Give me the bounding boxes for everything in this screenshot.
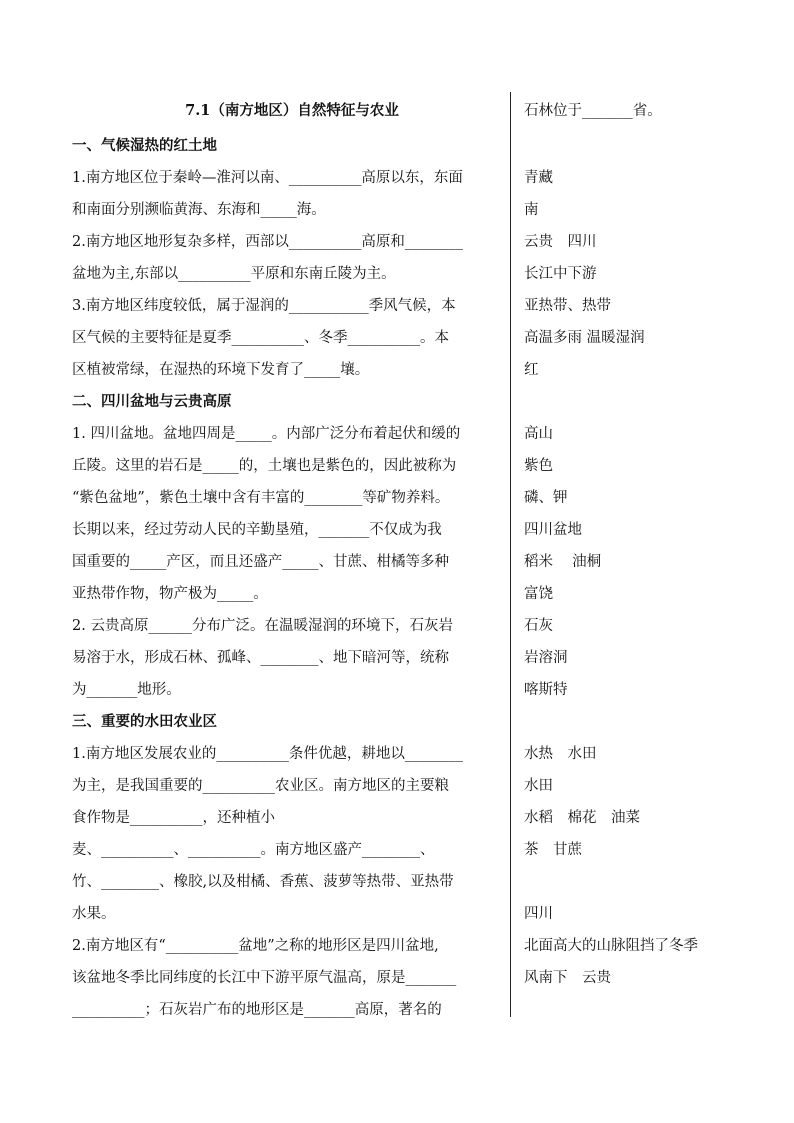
answer-line: 高山	[524, 426, 553, 442]
answer-line: 水热 水田	[524, 746, 597, 762]
answer-line: 富饶	[524, 586, 553, 602]
question-line: 国重要的_____产区，而且还盛产_____、甘蔗、柑橘等多种	[72, 554, 449, 570]
question-line: 区气候的主要特征是夏季__________、冬季__________。本	[72, 330, 449, 346]
question-line: 水果。	[72, 906, 116, 922]
question-line: 长期以来，经过劳动人民的辛勤垦殖，_______不仅成为我	[72, 522, 442, 538]
answer-line	[524, 130, 784, 162]
section-heading: 三、重要的水田农业区	[72, 713, 217, 730]
answer-line: 亚热带、热带	[524, 298, 611, 314]
question-line: 竹、________、橡胶,以及柑橘、香蕉、菠萝等热带、亚热带	[72, 874, 454, 890]
question-line: 麦、__________、__________。南方地区盛产________、	[72, 842, 435, 858]
answer-line: 紫色	[524, 458, 553, 474]
question-line: 为_______地形。	[72, 682, 181, 698]
question-line: 食作物是__________，还种植小	[72, 810, 275, 826]
question-line: “紫色盆地”，紫色土壤中含有丰富的________等矿物养料。	[72, 490, 450, 506]
question-line: 丘陵。这里的岩石是_____的，土壤也是紫色的，因此被称为	[72, 458, 457, 474]
question-column	[72, 92, 502, 1026]
question-line: 亚热带作物，物产极为_____。	[72, 586, 268, 602]
answer-line	[524, 386, 784, 418]
answer-line: 青藏	[524, 170, 553, 186]
answer-line: 风南下 云贵	[524, 970, 611, 986]
question-line: 盆地为主,东部以__________平原和东南丘陵为主。	[72, 266, 396, 282]
answer-line: 茶 甘蔗	[524, 842, 582, 858]
question-line: 区植被常绿，在湿热的环境下发育了_____壤。	[72, 362, 370, 378]
question-line: 3.南方地区纬度较低，属于湿润的___________季风气候，本	[72, 298, 456, 314]
answer-line: 南	[524, 202, 539, 218]
answer-line	[524, 866, 784, 898]
section-heading: 二、四川盆地与云贵高原	[72, 393, 232, 410]
question-line: 该盆地冬季比同纬度的长江中下游平原气温高，原是_______	[72, 970, 457, 986]
question-line: 和南面分别濒临黄海、东海和_____海。	[72, 202, 326, 218]
answer-line: 北面高大的山脉阻挡了冬季	[524, 938, 698, 954]
question-line: 为主，是我国重要的__________农业区。南方地区的主要粮	[72, 778, 449, 794]
question-line: 1.南方地区发展农业的__________条件优越，耕地以________	[72, 746, 463, 762]
question-lines	[72, 130, 502, 1026]
question-line: 易溶于水，形成石林、孤峰、________、地下暗河等，统称	[72, 650, 449, 666]
answer-line: 喀斯特	[524, 682, 568, 698]
answer-line: 水稻 棉花 油菜	[524, 810, 640, 826]
answer-line: 高温多雨 温暖湿润	[524, 330, 645, 346]
section-heading: 一、气候湿热的红土地	[72, 137, 217, 154]
answer-line: 岩溶洞	[524, 650, 568, 666]
answer-line: 稻米 油桐	[524, 554, 602, 570]
question-line: 1.南方地区位于秦岭—淮河以南、__________高原以东，东面	[72, 170, 463, 186]
answer-line: 红	[524, 362, 539, 378]
page-title: 7.1（南方地区）自然特征与农业	[185, 102, 399, 119]
answer-column	[524, 92, 784, 994]
answer-line: 水田	[524, 778, 553, 794]
answer-line	[524, 706, 784, 738]
question-line: 1. 四川盆地。盆地四周是_____。内部广泛分布着起伏和缓的	[72, 426, 461, 442]
answer-lines	[524, 92, 784, 994]
continued-question-line: 石林位于_______省。	[524, 103, 662, 119]
answer-line: 磷、钾	[524, 490, 568, 506]
answer-line: 长江中下游	[524, 266, 597, 282]
question-line: 2.南方地区有“__________盆地”之称的地形区是四川盆地,	[72, 938, 439, 954]
column-divider	[510, 92, 511, 1017]
answer-line: 四川	[524, 906, 553, 922]
answer-line: 云贵 四川	[524, 234, 597, 250]
question-line: 2. 云贵高原______分布广泛。在温暖湿润的环境下，石灰岩	[72, 618, 453, 634]
answer-line: 石灰	[524, 618, 553, 634]
answer-line: 四川盆地	[524, 522, 582, 538]
question-line: 2.南方地区地形复杂多样，西部以__________高原和________	[72, 234, 463, 250]
question-line: __________；石灰岩广布的地形区是_______高原，著名的	[72, 1002, 442, 1018]
